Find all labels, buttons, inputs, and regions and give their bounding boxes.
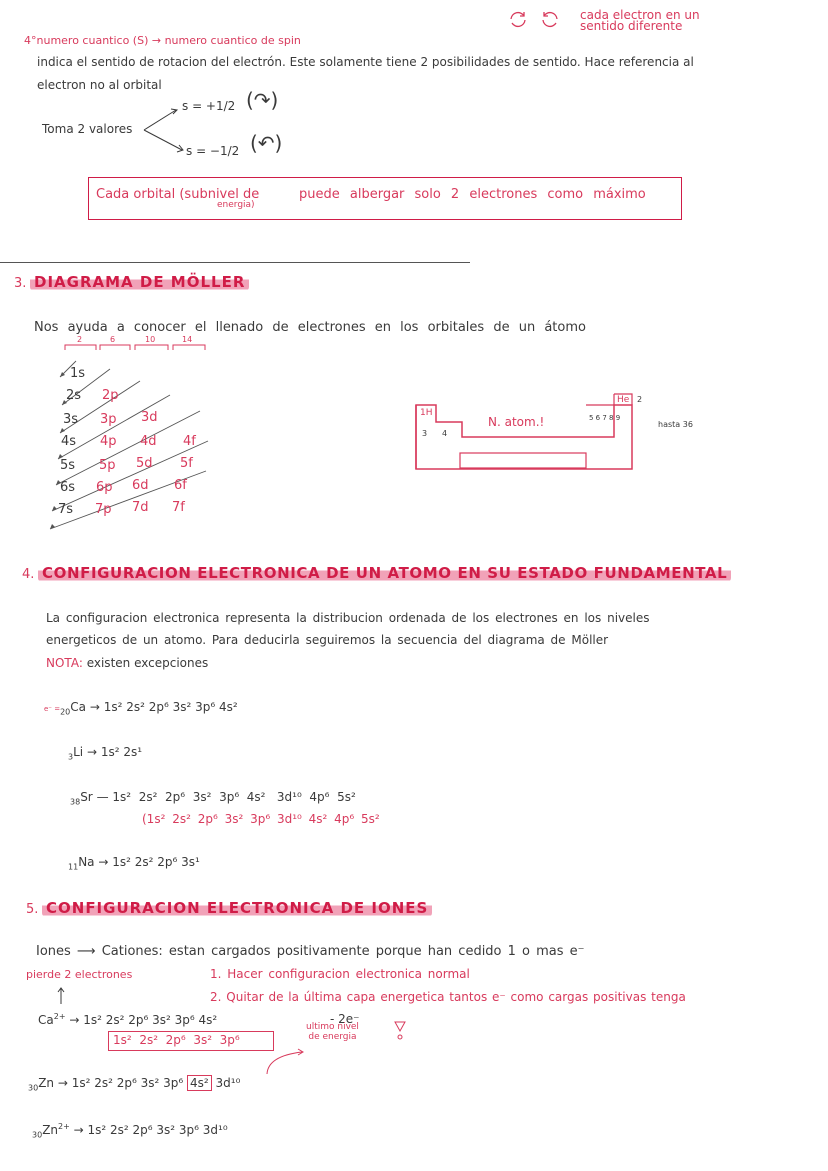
ca-ion-charge: 2+ [53, 1012, 66, 1021]
zn-last-level-box: 4s² [187, 1075, 212, 1091]
ca-ion-line [38, 1012, 217, 1027]
na-config: → 1s² 2s² 2p⁶ 3s¹ [98, 855, 200, 869]
config-paragraph-1: La configuracion electronica representa la distribucion ordenada de los electrones en los niveles [46, 611, 650, 625]
electron-label: e⁻ = [44, 705, 61, 713]
orbital-3d: 3d [141, 410, 158, 425]
section-divider [0, 262, 470, 263]
orbital-2p: 2p [102, 388, 119, 403]
ca-symbol: Ca [70, 700, 87, 714]
example-sr [70, 790, 356, 806]
moller-intro: Nos ayuda a conocer el llenado de electrones en los orbitales de un átomo [34, 320, 586, 335]
ca-ion-result-box [108, 1031, 274, 1051]
table-hasta: hasta 36 [658, 420, 693, 429]
orbital-7f: 7f [172, 500, 185, 515]
na-z: 11 [68, 862, 79, 872]
orbital-4s: 4s [61, 434, 77, 449]
takes-two-values: Toma 2 valores [42, 122, 133, 136]
nota-text: existen excepciones [86, 656, 209, 670]
ca-ion-symbol: Ca [38, 1013, 54, 1027]
table-num-3: 3 [422, 429, 428, 438]
spin-value-positive: s = +1/2 [182, 99, 236, 113]
orbital-3p: 3p [100, 412, 117, 427]
table-he: He [617, 395, 630, 405]
capacity-6: 6 [110, 335, 116, 344]
zn-ion-line [32, 1122, 228, 1139]
ultimo-nivel-note [306, 1022, 359, 1042]
ion-step-2: 2. Quitar de la última capa energetica tantos e⁻ como cargas positivas tenga [210, 990, 686, 1004]
orbital-capacity-box [88, 177, 682, 220]
box-text-a: Cada orbital (subnivel de [96, 187, 260, 202]
ca-z: 20 [60, 707, 71, 717]
warning-triangle-icon [394, 1020, 406, 1040]
orbital-6s: 6s [60, 480, 76, 495]
refresh-ccw-icon [540, 10, 560, 28]
sr-symbol: Sr [80, 790, 93, 804]
table-he-num: 2 [637, 395, 643, 404]
zn-config-a: → 1s² 2s² 2p⁶ 3s² 3p⁶ [57, 1076, 184, 1090]
li-z: 3 [68, 752, 74, 762]
ion-step-1: 1. Hacer configuracion electronica normal [210, 967, 470, 981]
rotation-counterclockwise: (↶) [250, 131, 283, 155]
table-label: N. atom.! [488, 415, 545, 429]
orbital-5p: 5p [99, 458, 116, 473]
ca-ion-result: 1s² 2s² 2p⁶ 3s² 3p⁶ [113, 1033, 240, 1047]
spin-desc-1: indica el sentido de rotacion del electrón. Este solamente tiene 2 posibilidades de sentido. Hace referencia al [37, 55, 694, 69]
sr-alt-config: (1s² 2s² 2p⁶ 3s² 3p⁶ 3d¹⁰ 4s² 4p⁶ 5s² [142, 812, 380, 826]
refresh-cw-icon [508, 10, 528, 28]
spin-value-negative: s = −1/2 [186, 144, 240, 158]
spin-desc-2: electron no al orbital [37, 78, 162, 92]
pierde-note: pierde 2 electrones [26, 968, 133, 981]
nota-line [46, 656, 208, 670]
sr-config: — 1s² 2s² 2p⁶ 3s² 3p⁶ 4s² 3d¹⁰ 4p⁶ 5s² [96, 790, 356, 804]
minus-two-electrons: - 2e⁻ [330, 1012, 360, 1026]
zn-line [28, 1076, 240, 1092]
table-nums-right: 5 6 7 8 9 [589, 414, 621, 422]
sr-z: 38 [70, 797, 81, 807]
orbital-3s: 3s [63, 412, 79, 427]
box-text-b: puede albergar solo 2 electrones como máximo [299, 187, 646, 202]
capacity-10: 10 [145, 335, 156, 344]
li-config: → 1s² 2s¹ [86, 745, 143, 759]
box-text-a-sub: energia) [217, 200, 255, 210]
config-number: 4. [22, 567, 35, 582]
orbital-6d: 6d [132, 478, 149, 493]
config-paragraph-2: energeticos de un atomo. Para deducirla seguiremos la secuencia del diagrama de Möller [46, 633, 609, 647]
orbital-5s: 5s [60, 458, 76, 473]
up-arrow [56, 986, 66, 1006]
zn-z: 30 [28, 1083, 39, 1093]
ions-definition: Iones ⟶ Cationes: estan cargados positivamente porque han cedido 1 o mas e⁻ [36, 944, 585, 959]
orbital-6f: 6f [174, 478, 187, 493]
zn2-charge: 2+ [58, 1122, 70, 1131]
nota-label: NOTA: [46, 656, 83, 670]
moller-title: DIAGRAMA DE MÖLLER [30, 273, 249, 291]
periodic-table-outline [414, 392, 636, 472]
config-title: CONFIGURACION ELECTRONICA DE UN ATOMO EN SU ESTADO FUNDAMENTAL [38, 564, 731, 582]
zn2-config: → 1s² 2s² 2p⁶ 3s² 3p⁶ 3d¹⁰ [73, 1123, 228, 1137]
rotation-clockwise: (↷) [246, 88, 279, 112]
ions-number: 5. [26, 902, 39, 917]
orbital-1s: 1s [70, 366, 86, 381]
orbital-5d: 5d [136, 456, 153, 471]
zn2-symbol: Zn [42, 1123, 59, 1137]
capacity-2: 2 [77, 335, 83, 344]
orbital-7s: 7s [58, 502, 74, 517]
orbital-4f: 4f [183, 434, 196, 449]
note-line-2: sentido diferente [580, 19, 683, 33]
zn2-z: 30 [32, 1130, 43, 1140]
zn-symbol: Zn [38, 1076, 55, 1090]
orbital-2s: 2s [66, 388, 82, 403]
example-li [68, 745, 142, 761]
spin-direction-note [580, 10, 700, 32]
orbital-7p: 7p [95, 502, 112, 517]
capacity-14: 14 [182, 335, 193, 344]
orbital-5f: 5f [180, 456, 193, 471]
ultimo-line-1: ultimo nivel [306, 1022, 359, 1032]
orbital-4d: 4d [140, 434, 157, 449]
ultimo-line-2: de energia [308, 1032, 357, 1042]
orbital-6p: 6p [96, 480, 113, 495]
orbital-4p: 4p [100, 434, 117, 449]
note-line-1: cada electron en un [580, 8, 700, 22]
na-symbol: Na [78, 855, 95, 869]
spin-title: 4°numero cuantico (S) → numero cuantico de spin [24, 34, 301, 47]
li-symbol: Li [73, 745, 84, 759]
example-na [68, 855, 200, 871]
example-ca [44, 700, 238, 716]
ca-ion-config: → 1s² 2s² 2p⁶ 3s² 3p⁶ 4s² [69, 1013, 218, 1027]
zn-config-b: 3d¹⁰ [215, 1076, 241, 1090]
table-h: 1H [420, 408, 433, 418]
table-num-4: 4 [442, 429, 448, 438]
ca-config: → 1s² 2s² 2p⁶ 3s² 3p⁶ 4s² [89, 700, 238, 714]
moller-number: 3. [14, 276, 27, 291]
ions-title: CONFIGURACION ELECTRONICA DE IONES [42, 899, 432, 917]
ultimo-arrow [262, 1026, 312, 1076]
orbital-7d: 7d [132, 500, 149, 515]
